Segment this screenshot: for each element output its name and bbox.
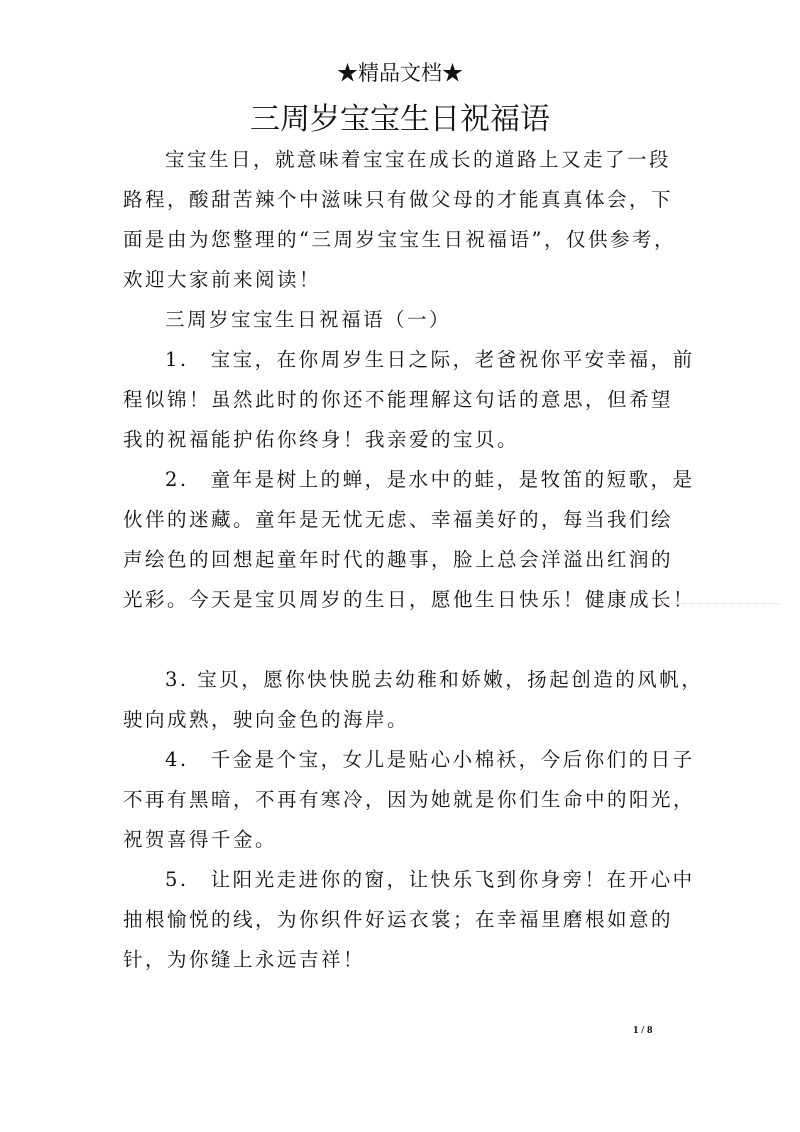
text-line: 5. 让阳光走进你的窗，让快乐飞到你身旁！在开心中 [165,868,695,891]
intro-paragraph [123,140,676,300]
text-line: 程似锦！虽然此时的你还不能理解这句话的意思，但希望 [123,388,674,411]
text-line: 欢迎大家前来阅读！ [123,268,322,291]
dotted-divider [660,603,780,604]
text-line: 抽根愉悦的线，为你织件好运衣裳；在幸福里磨根如意的 [123,908,674,931]
text-line: 驶向成熟，驶向金色的海岸。 [123,708,410,731]
text-line: 声绘色的回想起童年时代的趣事，脸上总会洋溢出红润的 [123,548,674,571]
list-item [123,340,695,460]
section-heading: 三周岁宝宝生日祝福语（一） [165,308,452,331]
document-header-label: ★精品文档★ [337,61,463,85]
document-body [123,140,704,980]
text-line: 祝贺喜得千金。 [123,828,278,851]
text-line: 4. 千金是个宝，女儿是贴心小棉袄，今后你们的日子 [165,748,695,771]
text-line: 不再有黑暗，不再有寒冷，因为她就是你们生命中的阳光， [123,788,696,811]
list-item [123,860,695,980]
text-line: 我的祝福能护佑你终身！我亲爱的宝贝。 [123,428,520,451]
text-line: 3. 宝贝，愿你快快脱去幼稚和娇嫩，扬起创造的风帆， [165,668,704,691]
text-line: 2. 童年是树上的蝉，是水中的蛙，是牧笛的短歌，是 [165,468,695,491]
blank-line [123,620,668,660]
page-indicator: 1 / 8 [633,1024,653,1036]
document-title: 三周岁宝宝生日祝福语 [250,102,550,137]
text-line: 面是由为您整理的“三周岁宝宝生日祝福语”，仅供参考， [123,228,676,251]
text-line: 宝宝生日，就意味着宝宝在成长的道路上又走了一段 [165,148,672,171]
list-item [123,660,704,740]
text-line: 光彩。今天是宝贝周岁的生日，愿他生日快乐！健康成长！ [123,588,696,611]
list-item [123,460,696,620]
text-line: 1. 宝宝，在你周岁生日之际，老爸祝你平安幸福，前 [165,348,695,371]
text-line: 路程，酸甜苦辣个中滋味只有做父母的才能真真体会，下 [123,188,674,211]
text-line: 针，为你缝上永远吉祥！ [123,948,366,971]
text-line: 伙伴的迷藏。童年是无忧无虑、幸福美好的，每当我们绘 [123,508,674,531]
list-item [123,740,696,860]
